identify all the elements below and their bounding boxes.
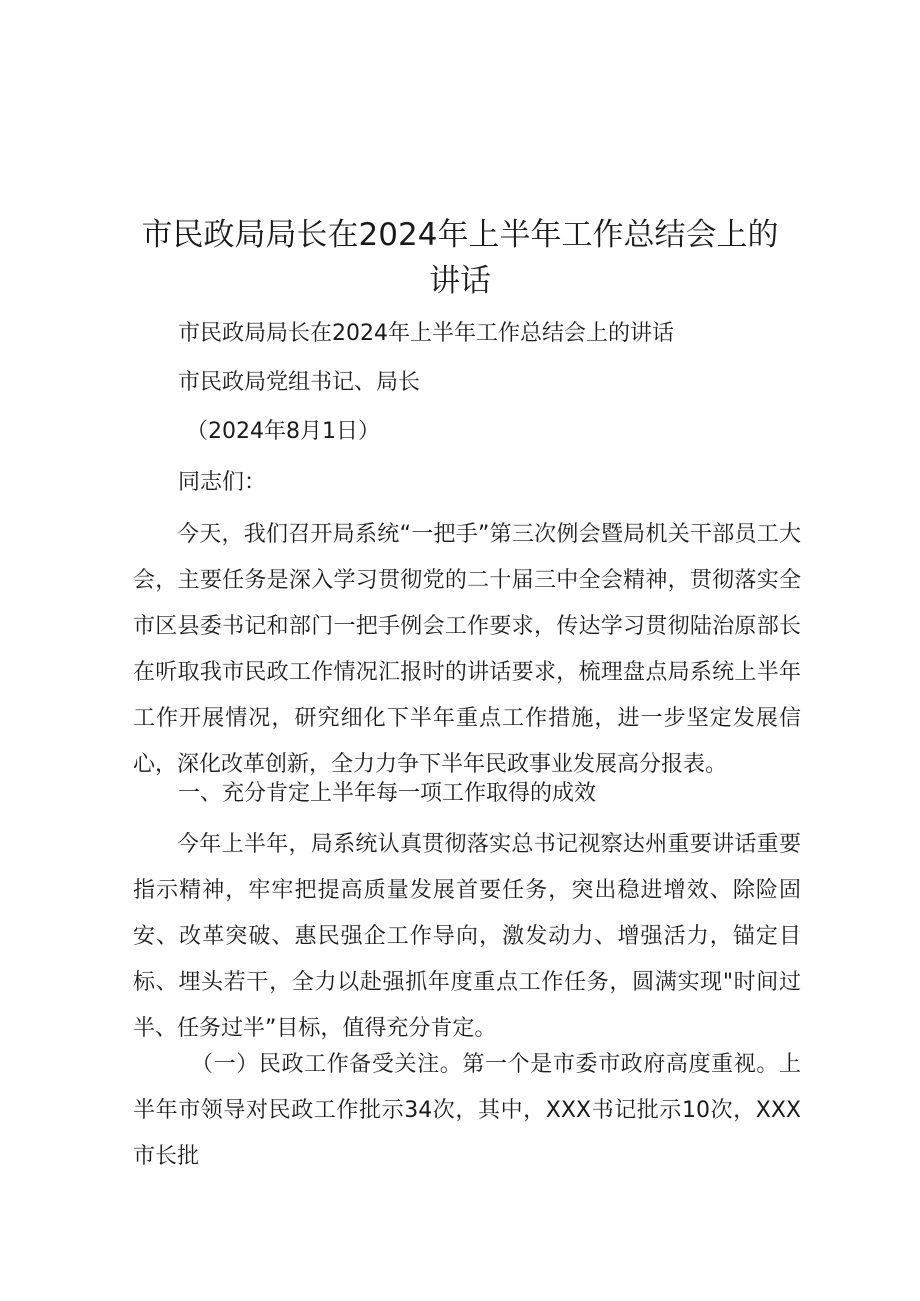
body-paragraph: 今年上半年，局系统认真贯彻落实总书记视察达州重要讲话重要指示精神，牢牢把提高质量发展首要任务，突出稳进增效、除险固安、改革突破、惠民强企工作导向，激发动力、增强活力，锚定目标、埋头若干，全力以赴强抓年度重点工作任务，圆满实现"时间过半、任务过半”目标，值得充分肯定。 [133, 832, 801, 1041]
document-title: 市民政局局长在2024年上半年工作总结会上的讲话 [141, 217, 779, 299]
date-line: （2024年8月1日） [186, 419, 380, 444]
body-paragraph: （一）民政工作备受关注。第一个是市委市政府高度重视。上半年市领导对民政工作批示34次，其中，XXX书记批示10次，XXX市长批 [133, 1052, 801, 1169]
body-paragraph: 今天，我们召开局系统“一把手”第三次例会暨局机关干部员工大会，主要任务是深入学习贯彻党的二十届三中全会精神，贯彻落实全市区县委书记和部门一把手例会工作要求，传达学习贯彻陆治原部长在听取我市民政工作情况汇报时的讲话要求，梳理盘点局系统上半年工作开展情况，研究细化下半年重点工作措施，进一步坚定发展信心，深化改革创新，全力力争下半年民政事业发展高分报表。 [133, 522, 801, 777]
document-subtitle: 市民政局局长在2024年上半年工作总结会上的讲话 [178, 321, 674, 346]
speaker-line: 市民政局党组书记、局长 [178, 370, 421, 395]
salutation: 同志们： [178, 470, 267, 495]
section-heading: 一、充分肯定上半年每一项工作取得的成效 [178, 781, 597, 806]
